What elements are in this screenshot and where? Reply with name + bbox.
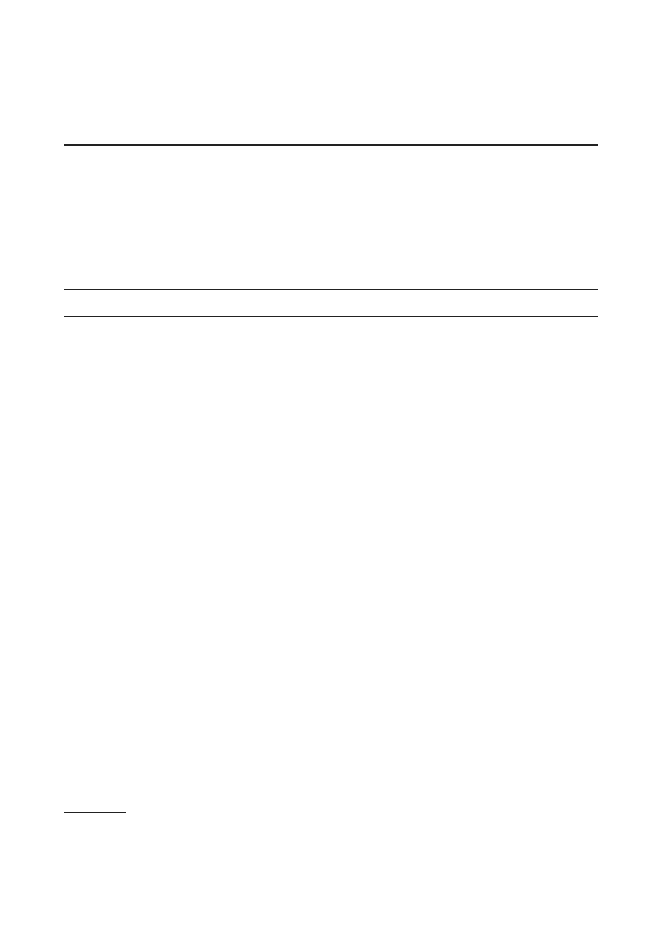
footnote-rule: [64, 812, 126, 813]
header-divider: [64, 144, 598, 146]
codes-divider: [64, 289, 598, 290]
date-divider: [64, 316, 598, 317]
